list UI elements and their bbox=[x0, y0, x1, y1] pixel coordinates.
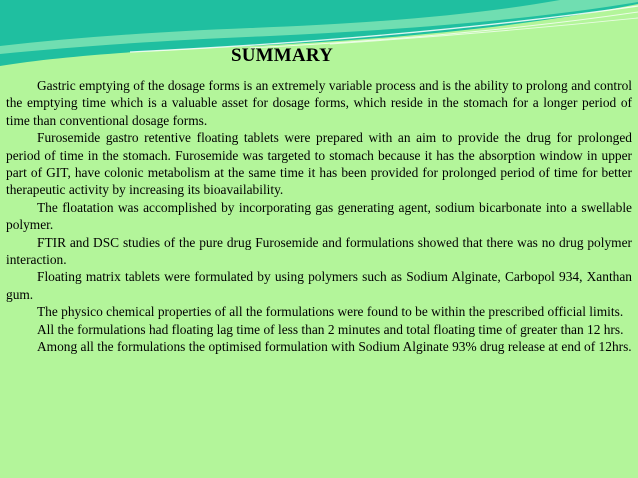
slide-title: SUMMARY bbox=[230, 45, 334, 66]
summary-body bbox=[6, 77, 632, 356]
summary-paragraph: The physico chemical properties of all the formulations were found to be within the prescribed official limits. bbox=[37, 304, 624, 320]
wave-decoration bbox=[0, 0, 638, 80]
summary-paragraph: Gastric emptying of the dosage forms is an extremely variable process and is the ability to prolong and control the emptying time which is a valuable asset for dosage forms, which reside in the stomach for a longer period of time than conventional dosage forms. bbox=[6, 78, 632, 128]
summary-paragraph: Among all the formulations the optimised formulation with Sodium Alginate 93% drug release at end of 12hrs. bbox=[37, 339, 632, 355]
summary-paragraph: All the formulations had floating lag time of less than 2 minutes and total floating time of greater than 12 hrs. bbox=[37, 321, 624, 337]
summary-paragraph: FTIR and DSC studies of the pure drug Furosemide and formulations showed that there was no drug polymer interaction. bbox=[6, 234, 632, 268]
summary-paragraph: The floatation was accomplished by incorporating gas generating agent, sodium bicarbonate into a swellable polymer. bbox=[6, 199, 632, 233]
summary-paragraph: Furosemide gastro retentive floating tablets were prepared with an aim to provide the drug for prolonged period of time in the stomach. Furosemide was targeted to stomach because it has the absorption window in upper part of GIT, have colonic metabolism at the same time it has been provided for prolonged period of time for better therapeutic activity by increasing its bioavailability. bbox=[6, 130, 632, 198]
summary-paragraph: Floating matrix tablets were formulated by using polymers such as Sodium Alginate, Carbopol 934, Xanthan gum. bbox=[6, 269, 632, 302]
